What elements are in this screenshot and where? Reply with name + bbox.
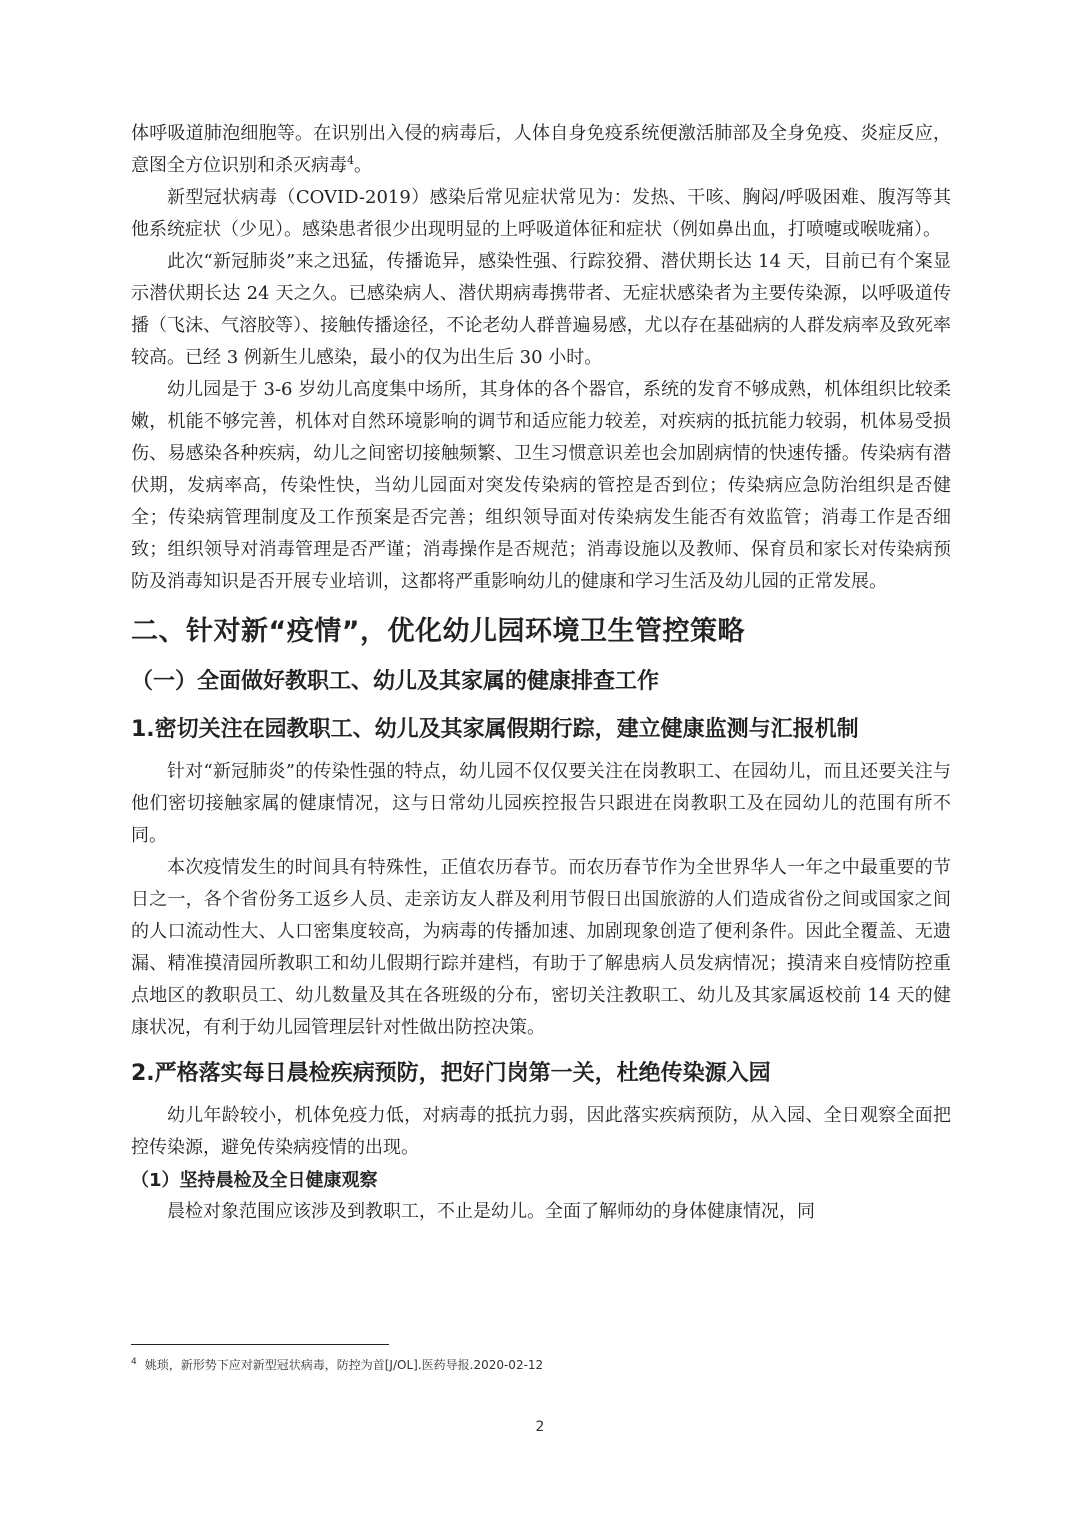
paragraph-kindergarten-risk: 幼儿园是于 3-6 岁幼儿高度集中场所，其身体的各个器官，系统的发育不够成熟，机体组织比较柔嫩，机能不够完善，机体对自然环境影响的调节和适应能力较差，对疾病的抵抗能力较弱，机体易受损伤、易感染各种疾病，幼儿之间密切接触频繁、卫生习惯意识差也会加剧病情的快速传播。传染病有潜伏期，发病率高，传染性快，当幼儿园面对突发传染病的管控是否到位；传染病应急防治组织是否健全；传染病管理制度及工作预案是否完善；组织领导面对传染病发生能否有效监管；消毒工作是否细致；组织领导对消毒管理是否严谨；消毒操作是否规范；消毒设施以及教师、保育员和家长对传染病预防及消毒知识是否开展专业培训，这都将严重影响幼儿的健康和学习生活及幼儿园的正常发展。 — [131, 379, 951, 592]
document-body — [131, 118, 951, 1228]
paragraph-symptoms: 新型冠状病毒（COVID-2019）感染后常见症状常见为：发热、干咳、胸闷/呼吸困难、腹泻等其他系统症状（少见）。感染患者很少出现明显的上呼吸道体征和症状（例如鼻出血，打喷嚏或喉咙痛）。 — [131, 187, 951, 240]
paragraph-family-health: 针对“新冠肺炎”的传染性强的特点，幼儿园不仅仅要关注在岗教职工、在园幼儿，而且还要关注与他们密切接触家属的健康情况，这与日常幼儿园疾控报告只跟进在岗教职工及在园幼儿的范围有所不同。 — [131, 761, 951, 846]
paragraph-immune-response — [131, 118, 951, 182]
paragraph-spring-festival: 本次疫情发生的时间具有特殊性，正值农历春节。而农历春节作为全世界华人一年之中最重要的节日之一，各个省份务工返乡人员、走亲访友人群及利用节假日出国旅游的人们造成省份之间或国家之间的人口流动性大、人口密集度较高，为病毒的传播加速、加剧现象创造了便利条件。因此全覆盖、无遗漏、精准摸清园所教职工和幼儿假期行踪并建档，有助于了解患病人员发病情况；摸清来自疫情防控重点地区的教职员工、幼儿数量及其在各班级的分布，密切关注教职工、幼儿及其家属返校前 14 天的健康状况，有利于幼儿园管理层针对性做出防控决策。 — [131, 857, 951, 1038]
section-heading: 二、针对新“疫情”，优化幼儿园环境卫生管控策略 — [131, 616, 745, 647]
footnote-divider — [131, 1344, 389, 1345]
paragraph-text-end: 。 — [354, 155, 372, 176]
subsection-heading: （一）全面做好教职工、幼儿及其家属的健康排查工作 — [131, 669, 660, 694]
paragraph-text: 体呼吸道肺泡细胞等。在识别出入侵的病毒后，人体自身免疫系统便激活肺部及全身免疫、炎症反应，意图全方位识别和杀灭病毒 — [131, 123, 951, 176]
item-heading-2: 2.严格落实每日晨检疾病预防，把好门岗第一关，杜绝传染源入园 — [131, 1061, 771, 1086]
item-heading-1: 1.密切关注在园教职工、幼儿及其家属假期行踪，建立健康监测与汇报机制 — [131, 717, 859, 742]
sub-item-heading: （1）坚持晨检及全日健康观察 — [131, 1170, 378, 1191]
footnote-marker: 4 — [131, 1357, 137, 1367]
paragraph-prevention: 幼儿年龄较小，机体免疫力低，对病毒的抵抗力弱，因此落实疾病预防，从入园、全日观察全面把控传染源，避免传染病疫情的出现。 — [131, 1105, 951, 1158]
paragraph-transmission: 此次“新冠肺炎”来之迅猛，传播诡异，感染性强、行踪狡猾、潜伏期长达 14 天，目前已有个案显示潜伏期长达 24 天之久。已感染病人、潜伏期病毒携带者、无症状感染者为主要传染源，以呼吸道传播（飞沫、气溶胶等）、接触传播途径，不论老幼人群普遍易感，尤以存在基础病的人群发病率及致死率较高。已经 3 例新生儿感染，最小的仅为出生后 30 小时。 — [131, 251, 951, 368]
footnote-reference: 4 — [347, 154, 354, 167]
page-number: 2 — [535, 1419, 545, 1435]
footnote — [131, 1356, 951, 1374]
footnote-text: 姚琐，新形势下应对新型冠状病毒，防控为首[J/OL].医药导报.2020-02-12 — [144, 1358, 544, 1372]
paragraph-morning-check: 晨检对象范围应该涉及到教职工，不止是幼儿。全面了解师幼的身体健康情况，同 — [167, 1201, 815, 1222]
